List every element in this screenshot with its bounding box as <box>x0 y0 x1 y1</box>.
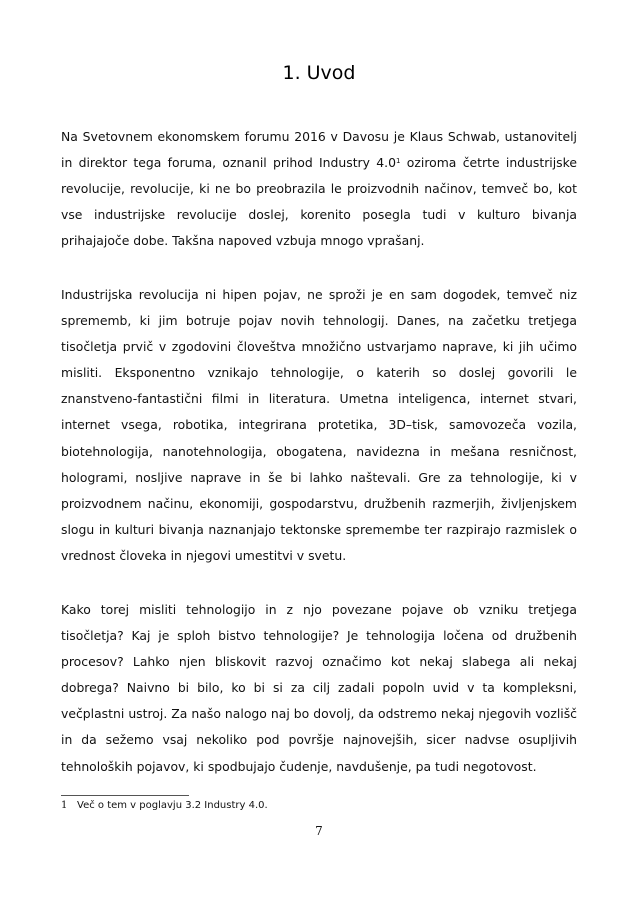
footnote-text: Več o tem v poglavju 3.2 Industry 4.0. <box>77 800 268 811</box>
chapter-heading: 1. Uvod <box>282 62 356 84</box>
footnote-number: 1 <box>61 800 68 811</box>
footnote-separator <box>61 795 189 796</box>
paragraph-intro <box>61 124 577 254</box>
footnote <box>61 800 268 811</box>
paragraph-intro-text: Na Svetovnem ekonomskem forumu 2016 v Davosu je Klaus Schwab, ustanovitelj in direktor tega foruma, oznanil prihod Industry 4.0 <box>61 129 577 171</box>
footnote-reference[interactable]: 1 <box>396 157 401 166</box>
paragraph-intro-continuation: oziroma četrte industrijske revolucije, revolucije, ki ne bo preobrazila le proizvodnih načinov, temveč bo, kot vse industrijske revolucije doslej, korenito posegla tudi v kulturo bivanja prihajajoče dobe. Takšna napoved vzbuja mnogo vprašanj. <box>61 155 577 249</box>
page-number: 7 <box>315 824 323 838</box>
paragraph-questions: Kako torej misliti tehnologijo in z njo povezane pojave ob vzniku tretjega tisočletja? Kaj je sploh bistvo tehnologije? Je tehnologija ločena od družbenih procesov? Lahko njen bliskovit razvoj označimo kot nekaj slabega ali nekaj dobrega? Naivno bi bilo, ko bi si za cilj zadali popoln uvid v ta kompleksni, večplastni ustroj. Za našo nalogo naj bo dovolj, da odstremo nekaj njegovih vozlišč in da sežemo vsaj nekoliko pod površje najnovejših, sicer nadvse osupljivih tehnoloških pojavov, ki spodbujajo čudenje, navdušenje, pa tudi negotovost. <box>61 602 577 774</box>
paragraph-industrial-revolution: Industrijska revolucija ni hipen pojav, ne sproži je en sam dogodek, temveč niz sprememb, ki jim botruje pojav novih tehnologij. Danes, na začetku tretjega tisočletja prvič v zgodovini človeštva množično ustvarjamo naprave, ki jih učimo misliti. Eksponentno vznikajo tehnologije, o katerih so doslej govorili le znanstveno-fantastični filmi in literatura. Umetna inteligenca, internet stvari, internet vsega, robotika, integrirana protetika, 3D–tisk, samovozeča vozila, biotehnologija, nanotehnologija, obogatena, navidezna in mešana resničnost, hologrami, nosljive naprave in še bi lahko naštevali. Gre za tehnologije, ki v proizvodnem načinu, ekonomiji, gospodarstvu, družbenih razmerjih, življenjskem slogu in kulturi bivanja naznanjajo tektonske spremembe ter razpirajo razmislek o vrednost človeka in njegovi umestitvi v svetu. <box>61 287 577 563</box>
